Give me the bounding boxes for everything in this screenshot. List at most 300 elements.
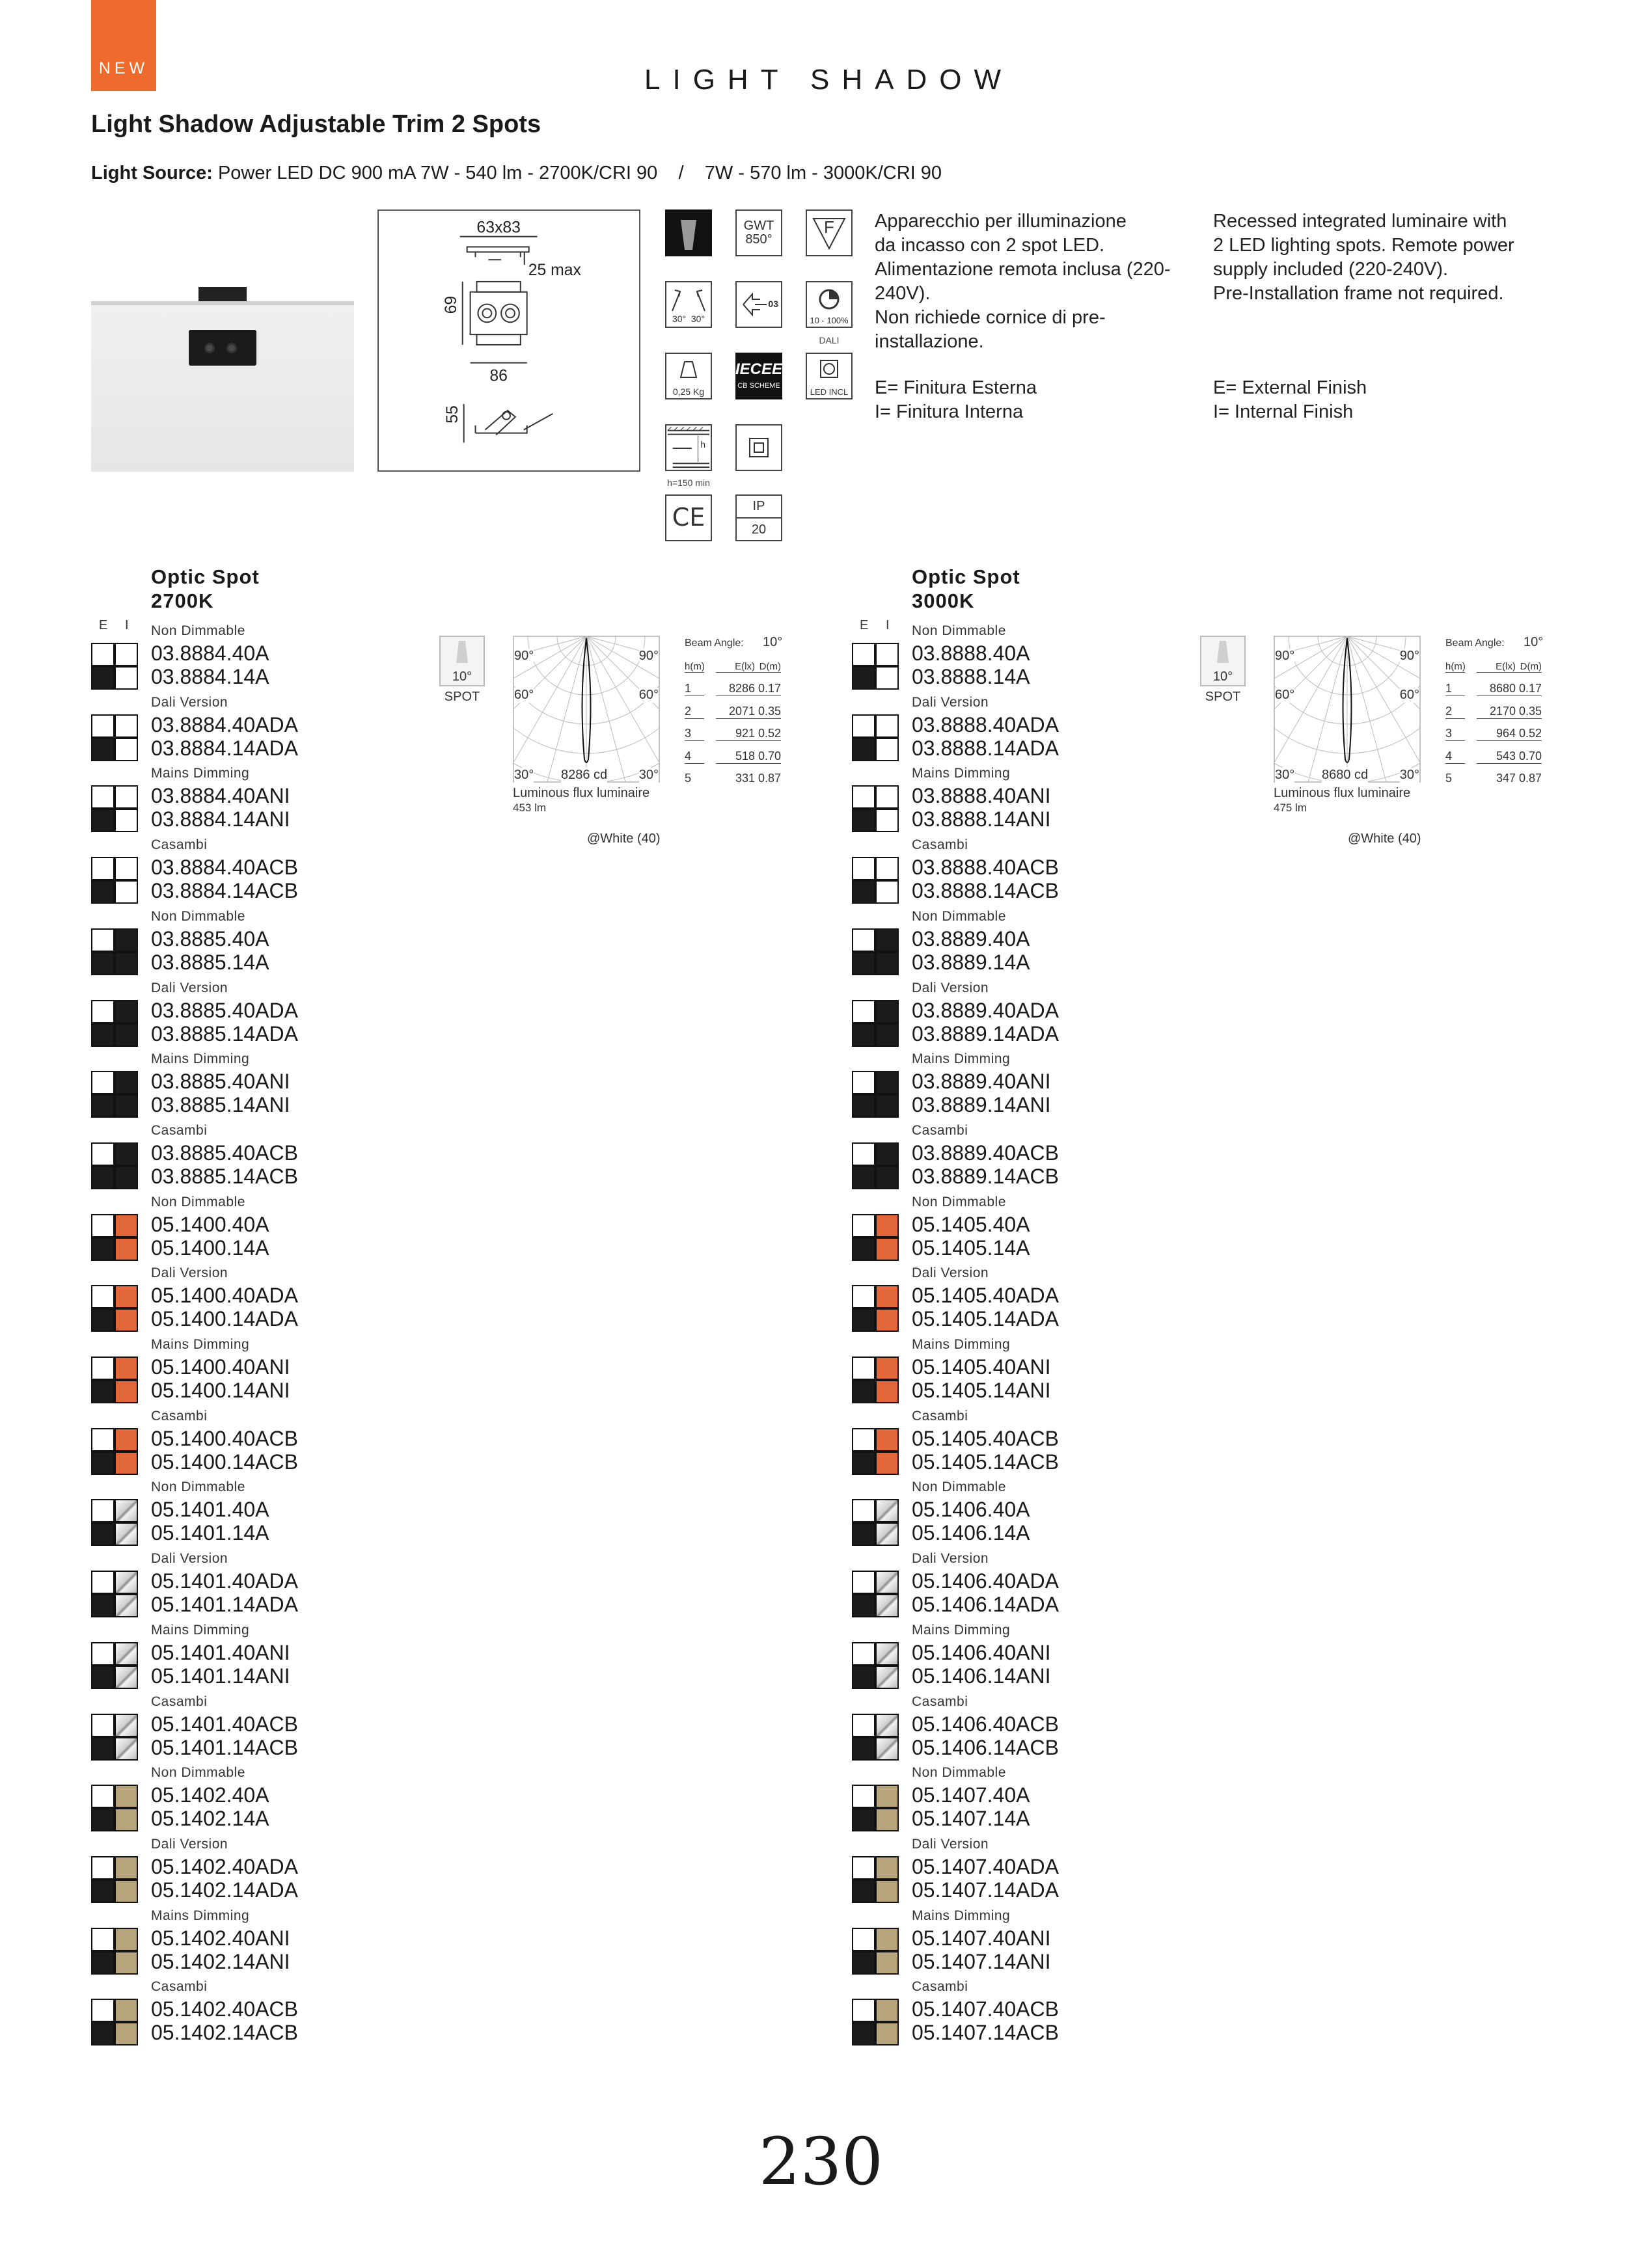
- interior-finish-swatch: [875, 1499, 899, 1522]
- interior-finish-swatch: [875, 857, 899, 880]
- beam-table-header: D(m): [750, 661, 781, 673]
- finish-group-label: Dali Version: [151, 1265, 228, 1281]
- exterior-finish-swatch: [852, 1357, 875, 1380]
- finish-group-label: Non Dimmable: [912, 1194, 1006, 1209]
- optic-title-line: Optic Spot: [912, 565, 1020, 588]
- product-code: 05.1407.40ADA: [912, 1854, 1059, 1878]
- flux-value: 453 lm: [513, 802, 547, 814]
- beam-table-cell: 543: [1477, 749, 1516, 764]
- exterior-finish-swatch: [852, 952, 875, 975]
- product-code: 03.8889.14ADA: [912, 1021, 1059, 1046]
- product-code: 03.8888.40A: [912, 641, 1030, 665]
- exterior-finish-swatch: [852, 1023, 875, 1047]
- exterior-finish-swatch: [91, 1880, 115, 1903]
- interior-finish-swatch: [115, 1522, 138, 1546]
- finish-group-label: Non Dimmable: [912, 623, 1006, 638]
- beam-table-header: E(lx): [716, 661, 755, 673]
- beam-table-cell: 2: [685, 705, 704, 719]
- white-reference: @White (40): [587, 831, 661, 846]
- gwt-temp: 850°: [745, 232, 772, 247]
- f-mark-label: F: [824, 217, 834, 237]
- exterior-finish-swatch: [852, 1571, 875, 1594]
- finish-group-label: Casambi: [912, 1694, 968, 1709]
- interior-finish-swatch: [115, 1808, 138, 1831]
- finish-en-line: I= Internal Finish: [1213, 401, 1354, 422]
- product-code: 03.8884.14ANI: [151, 807, 290, 831]
- product-code: 05.1402.14ADA: [151, 1878, 298, 1902]
- interior-finish-swatch: [115, 1785, 138, 1808]
- finish-group-label: Dali Version: [151, 980, 228, 995]
- beam-table-cell: 3: [685, 727, 704, 741]
- product-code: 05.1405.40ANI: [912, 1355, 1051, 1379]
- product-code: 05.1407.14ADA: [912, 1878, 1059, 1902]
- polar-grid: [513, 636, 660, 783]
- exterior-finish-swatch: [91, 643, 115, 666]
- beam-table-cell: 0.35: [1511, 705, 1542, 719]
- product-code: 05.1401.40A: [151, 1498, 269, 1522]
- beam-table-cell: 0.17: [750, 682, 781, 696]
- exterior-finish-swatch: [852, 1785, 875, 1808]
- exterior-finish-swatch: [91, 738, 115, 761]
- interior-finish-swatch: [875, 1594, 899, 1617]
- interior-finish-swatch: [875, 1999, 899, 2022]
- finish-group-label: Casambi: [151, 1122, 208, 1138]
- interior-finish-swatch: [875, 643, 899, 666]
- exterior-finish-swatch: [91, 1571, 115, 1594]
- exterior-finish-swatch: [91, 1785, 115, 1808]
- interior-finish-swatch: [115, 1714, 138, 1737]
- exterior-finish-swatch: [852, 1380, 875, 1403]
- interior-finish-swatch: [875, 1737, 899, 1761]
- interior-finish-swatch: [875, 1094, 899, 1118]
- product-code: 05.1400.40ADA: [151, 1284, 298, 1308]
- exterior-finish-swatch: [91, 1856, 115, 1880]
- finish-group-label: Non Dimmable: [912, 1765, 1006, 1781]
- finish-group-label: Dali Version: [912, 1265, 989, 1281]
- finish-group-label: Mains Dimming: [912, 1622, 1011, 1638]
- interior-finish-swatch: [115, 1308, 138, 1332]
- interior-finish-swatch: [115, 1357, 138, 1380]
- energy-label: 03: [768, 299, 778, 309]
- product-code: 05.1405.14ADA: [912, 1307, 1059, 1331]
- beam-table-cell: 5: [685, 772, 692, 785]
- product-code: 03.8885.40ACB: [151, 1141, 298, 1165]
- exterior-finish-swatch: [852, 1737, 875, 1761]
- interior-finish-swatch: [115, 857, 138, 880]
- exterior-finish-swatch: [91, 1000, 115, 1023]
- interior-finish-swatch: [875, 1856, 899, 1880]
- interior-finish-swatch: [115, 1666, 138, 1689]
- desc-it-line: Non richiede cornice di pre-: [875, 307, 1106, 328]
- finish-group-label: Non Dimmable: [912, 1479, 1006, 1495]
- ei-header-e: E: [860, 618, 869, 632]
- interior-finish-swatch: [875, 1071, 899, 1094]
- beam-table-header: E(lx): [1477, 661, 1516, 673]
- interior-finish-swatch: [875, 666, 899, 690]
- beam-table-cell: 2071: [716, 705, 755, 719]
- exterior-finish-swatch: [91, 1237, 115, 1261]
- product-code: 05.1406.14ADA: [912, 1593, 1059, 1617]
- ei-header-i: I: [125, 618, 129, 632]
- optic-title: [151, 565, 260, 613]
- beam-table-cell: 0.70: [1511, 749, 1542, 764]
- interior-finish-swatch: [115, 1737, 138, 1761]
- interior-finish-swatch: [875, 1428, 899, 1451]
- interior-finish-swatch: [115, 1571, 138, 1594]
- product-code: 03.8885.14ACB: [151, 1164, 298, 1188]
- interior-finish-swatch: [115, 1880, 138, 1903]
- product-code: 03.8889.40ADA: [912, 998, 1059, 1022]
- product-code: 05.1406.40ADA: [912, 1569, 1059, 1593]
- interior-finish-swatch: [875, 1023, 899, 1047]
- page-number: 230: [759, 2124, 883, 2200]
- finish-group-label: Mains Dimming: [151, 1622, 250, 1638]
- beam-table-cell: 4: [1445, 749, 1465, 764]
- interior-finish-swatch: [115, 1928, 138, 1951]
- interior-finish-swatch: [875, 1666, 899, 1689]
- spot-optic-icon: [439, 636, 485, 686]
- product-code: 05.1400.40ACB: [151, 1426, 298, 1450]
- beam-table-cell: 1: [1445, 682, 1465, 696]
- beam-table-cell: 1: [685, 682, 704, 696]
- iecee-sub: CB SCHEME: [737, 382, 780, 390]
- interior-finish-swatch: [115, 1499, 138, 1522]
- interior-finish-swatch: [115, 1000, 138, 1023]
- finish-group-label: Mains Dimming: [151, 1051, 250, 1067]
- beam-table-cell: 8286: [716, 682, 755, 696]
- beam-table-cell: 964: [1477, 727, 1516, 741]
- interior-finish-swatch: [115, 809, 138, 832]
- product-code: 05.1405.14ACB: [912, 1450, 1059, 1474]
- exterior-finish-swatch: [852, 1071, 875, 1094]
- product-code: 05.1406.40ANI: [912, 1640, 1051, 1664]
- beam-table-cell: 921: [716, 727, 755, 741]
- interior-finish-swatch: [115, 1142, 138, 1166]
- product-code: 05.1402.40A: [151, 1783, 269, 1807]
- spot-label: SPOT: [444, 690, 480, 704]
- finish-group-label: Mains Dimming: [151, 1337, 250, 1352]
- product-code: 03.8885.14A: [151, 950, 269, 974]
- beam-table-cell: 331: [735, 772, 755, 785]
- exterior-finish-swatch: [852, 880, 875, 904]
- product-code: 05.1400.14ADA: [151, 1307, 298, 1331]
- exterior-finish-swatch: [91, 2022, 115, 2045]
- polar-caption: 8680 cd: [1322, 768, 1369, 782]
- interior-finish-swatch: [875, 1951, 899, 1975]
- product-code: 03.8889.40ACB: [912, 1141, 1059, 1165]
- install-min-label: h=150 min: [667, 478, 710, 488]
- product-code: 05.1401.40ACB: [151, 1712, 298, 1736]
- interior-finish-swatch: [875, 1285, 899, 1308]
- beam-table-cell: 8680: [1477, 682, 1516, 696]
- beam-table-cell: 4: [685, 749, 704, 764]
- interior-finish-swatch: [875, 1237, 899, 1261]
- exterior-finish-swatch: [852, 666, 875, 690]
- product-code: 03.8884.14ADA: [151, 736, 298, 760]
- interior-finish-swatch: [875, 1357, 899, 1380]
- interior-finish-swatch: [875, 928, 899, 952]
- desc-en-line: Pre-Installation frame not required.: [1213, 283, 1504, 304]
- exterior-finish-swatch: [91, 1166, 115, 1189]
- exterior-finish-swatch: [91, 1737, 115, 1761]
- exterior-finish-swatch: [91, 880, 115, 904]
- exterior-finish-swatch: [852, 1951, 875, 1975]
- desc-it-line: Alimentazione remota inclusa (220-: [875, 259, 1171, 280]
- product-code: 03.8885.40ADA: [151, 998, 298, 1022]
- finish-group-label: Non Dimmable: [151, 1479, 245, 1495]
- interior-finish-swatch: [115, 1071, 138, 1094]
- polar-caption: 60°: [1399, 688, 1419, 702]
- spot-cone-icon: [1201, 637, 1244, 666]
- beam-table-header: h(m): [685, 661, 705, 672]
- product-code: 05.1402.40ADA: [151, 1854, 298, 1878]
- product-code: 03.8889.14A: [912, 950, 1030, 974]
- optic-section-2700k: [91, 0, 807, 2082]
- exterior-finish-swatch: [852, 2022, 875, 2045]
- product-code: 03.8888.40ACB: [912, 856, 1059, 880]
- interior-finish-swatch: [115, 928, 138, 952]
- interior-finish-swatch: [115, 1451, 138, 1475]
- interior-finish-swatch: [115, 1285, 138, 1308]
- product-code: 05.1401.14ADA: [151, 1593, 298, 1617]
- ei-header-i: I: [886, 618, 890, 632]
- install-h-label: h: [700, 439, 705, 450]
- exterior-finish-swatch: [852, 1428, 875, 1451]
- interior-finish-swatch: [115, 1999, 138, 2022]
- interior-finish-swatch: [115, 1237, 138, 1261]
- beam-table-cell: 347: [1496, 772, 1516, 785]
- interior-finish-swatch: [875, 1928, 899, 1951]
- interior-finish-swatch: [115, 2022, 138, 2045]
- beam-table-cell: 0.52: [750, 727, 781, 741]
- exterior-finish-swatch: [91, 1451, 115, 1475]
- dim-top-width: 63x83: [476, 219, 521, 237]
- interior-finish-swatch: [875, 1451, 899, 1475]
- polar-caption: 60°: [1275, 688, 1295, 702]
- finish-group-label: Dali Version: [912, 980, 989, 995]
- interior-finish-swatch: [115, 1380, 138, 1403]
- white-reference: @White (40): [1348, 831, 1421, 846]
- product-code: 03.8885.14ANI: [151, 1093, 290, 1117]
- product-code: 05.1401.40ADA: [151, 1569, 298, 1593]
- product-code: 03.8884.14ACB: [151, 879, 298, 903]
- weight-label: 0,25 Kg: [672, 386, 705, 398]
- optic-title-line: 2700K: [151, 589, 214, 612]
- product-code: 05.1400.40ANI: [151, 1355, 290, 1379]
- optic-title-line: Optic Spot: [151, 565, 260, 588]
- exterior-finish-swatch: [852, 1237, 875, 1261]
- optic-title-line: 3000K: [912, 589, 975, 612]
- exterior-finish-swatch: [91, 1380, 115, 1403]
- exterior-finish-swatch: [852, 1856, 875, 1880]
- polar-caption: 8286 cd: [561, 768, 608, 782]
- product-code: 03.8888.14ADA: [912, 736, 1059, 760]
- dim-max-height: 25 max: [528, 262, 581, 280]
- spot-angle: 10°: [452, 669, 472, 684]
- beam-angle-label: Beam Angle:: [1445, 638, 1505, 649]
- interior-finish-swatch: [875, 1522, 899, 1546]
- gwt-label: GWT: [743, 219, 774, 233]
- product-code: 05.1406.14A: [912, 1521, 1030, 1545]
- product-code: 03.8885.14ADA: [151, 1021, 298, 1046]
- exterior-finish-swatch: [852, 1142, 875, 1166]
- exterior-finish-swatch: [852, 809, 875, 832]
- finish-group-label: Non Dimmable: [151, 1194, 245, 1209]
- exterior-finish-swatch: [91, 952, 115, 975]
- finish-en-line: E= External Finish: [1213, 377, 1367, 398]
- product-code: 03.8889.14ANI: [912, 1093, 1051, 1117]
- product-code: 03.8884.40ANI: [151, 784, 290, 808]
- desc-it-line: 240V).: [875, 283, 931, 304]
- product-code: 05.1400.14ACB: [151, 1450, 298, 1474]
- finish-group-label: Casambi: [151, 1408, 208, 1424]
- interior-finish-swatch: [875, 952, 899, 975]
- interior-finish-swatch: [115, 643, 138, 666]
- optic-title: [912, 565, 1020, 613]
- finish-group-label: Casambi: [912, 837, 968, 853]
- finish-group-label: Mains Dimming: [912, 1908, 1011, 1923]
- dimming-label: 10 - 100%: [810, 316, 849, 326]
- polar-caption: 30°: [1275, 768, 1295, 782]
- product-code: 05.1401.14ANI: [151, 1664, 290, 1688]
- finish-group-label: Mains Dimming: [912, 766, 1011, 781]
- polar-caption: 90°: [1399, 649, 1419, 663]
- product-code: 05.1407.14ACB: [912, 2021, 1059, 2045]
- iecee-label: IECEE: [735, 360, 783, 378]
- beam-angle-label: Beam Angle:: [685, 638, 744, 649]
- exterior-finish-swatch: [91, 1666, 115, 1689]
- exterior-finish-swatch: [91, 714, 115, 738]
- exterior-finish-swatch: [852, 1880, 875, 1903]
- exterior-finish-swatch: [91, 809, 115, 832]
- flux-label: Luminous flux luminaire: [1274, 786, 1411, 800]
- product-code: 03.8888.14ANI: [912, 807, 1051, 831]
- finish-group-label: Non Dimmable: [151, 1765, 245, 1781]
- polar-caption: 90°: [514, 649, 534, 663]
- product-code: 05.1407.40A: [912, 1783, 1030, 1807]
- led-incl-icon: [806, 353, 853, 399]
- interior-finish-swatch: [115, 880, 138, 904]
- finish-group-label: Dali Version: [151, 1836, 228, 1852]
- desc-en-line: supply included (220-240V).: [1213, 259, 1449, 280]
- exterior-finish-swatch: [852, 714, 875, 738]
- finish-group-label: Dali Version: [912, 1836, 989, 1852]
- exterior-finish-swatch: [91, 1094, 115, 1118]
- polar-grid: [1274, 636, 1421, 783]
- dali-label: DALI: [819, 335, 840, 345]
- finish-group-label: Casambi: [912, 1408, 968, 1424]
- interior-finish-swatch: [875, 1714, 899, 1737]
- product-code: 03.8885.40A: [151, 926, 269, 951]
- interior-finish-swatch: [875, 1785, 899, 1808]
- finish-group-label: Casambi: [151, 1694, 208, 1709]
- interior-finish-swatch: [875, 1308, 899, 1332]
- exterior-finish-swatch: [852, 1451, 875, 1475]
- product-code: 05.1407.14ANI: [912, 1949, 1051, 1973]
- exterior-finish-swatch: [852, 1000, 875, 1023]
- product-code: 05.1402.14A: [151, 1807, 269, 1831]
- exterior-finish-swatch: [91, 1428, 115, 1451]
- interior-finish-swatch: [875, 2022, 899, 2045]
- product-code: 05.1401.14ACB: [151, 1735, 298, 1759]
- product-code: 03.8888.14ACB: [912, 879, 1059, 903]
- exterior-finish-swatch: [852, 1214, 875, 1237]
- desc-en-line: Recessed integrated luminaire with: [1213, 211, 1507, 232]
- spot-optic-icon: [1200, 636, 1246, 686]
- interior-finish-swatch: [115, 666, 138, 690]
- exterior-finish-swatch: [91, 1999, 115, 2022]
- product-code: 05.1400.40A: [151, 1212, 269, 1236]
- finish-it-line: E= Finitura Esterna: [875, 377, 1037, 398]
- beam-table-cell: 518: [716, 749, 755, 764]
- product-code: 05.1406.40A: [912, 1498, 1030, 1522]
- beam-table-cell: 0.87: [758, 772, 781, 785]
- interior-finish-swatch: [875, 785, 899, 809]
- product-code: 05.1401.40ANI: [151, 1640, 290, 1664]
- beam-table-cell: 5: [1445, 772, 1453, 785]
- exterior-finish-swatch: [852, 1522, 875, 1546]
- interior-finish-swatch: [875, 809, 899, 832]
- polar-caption: 90°: [1275, 649, 1295, 663]
- new-badge-label: NEW: [98, 59, 149, 77]
- polar-caption: 30°: [638, 768, 659, 782]
- product-code: 03.8884.40A: [151, 641, 269, 665]
- interior-finish-swatch: [115, 1951, 138, 1975]
- product-code: 03.8888.14A: [912, 665, 1030, 688]
- desc-it-line: installazione.: [875, 331, 984, 352]
- exterior-finish-swatch: [91, 666, 115, 690]
- interior-finish-swatch: [115, 714, 138, 738]
- interior-finish-swatch: [875, 714, 899, 738]
- finish-group-label: Non Dimmable: [151, 908, 245, 924]
- finish-group-label: Dali Version: [912, 694, 989, 710]
- exterior-finish-swatch: [91, 785, 115, 809]
- product-code: 05.1406.14ANI: [912, 1664, 1051, 1688]
- finish-group-label: Casambi: [151, 1979, 208, 1995]
- exterior-finish-swatch: [91, 1642, 115, 1666]
- product-code: 05.1406.40ACB: [912, 1712, 1059, 1736]
- exterior-finish-swatch: [852, 1166, 875, 1189]
- product-code: 03.8889.40A: [912, 926, 1030, 951]
- product-code: 05.1402.14ACB: [151, 2021, 298, 2045]
- f-mark-icon: [806, 209, 853, 256]
- interior-finish-swatch: [875, 1000, 899, 1023]
- product-code: 05.1405.40ACB: [912, 1426, 1059, 1450]
- beam-table-header: D(m): [1511, 661, 1542, 673]
- exterior-finish-swatch: [91, 1808, 115, 1831]
- beam-table-cell: 2170: [1477, 705, 1516, 719]
- flux-label: Luminous flux luminaire: [513, 786, 650, 800]
- finish-group-label: Casambi: [912, 1979, 968, 1995]
- product-code: 05.1400.14ANI: [151, 1379, 290, 1402]
- product-code: 03.8889.14ACB: [912, 1164, 1059, 1188]
- product-code: 05.1400.14A: [151, 1235, 269, 1260]
- interior-finish-swatch: [875, 1880, 899, 1903]
- exterior-finish-swatch: [852, 1594, 875, 1617]
- interior-finish-swatch: [115, 1428, 138, 1451]
- beam-table-cell: 0.70: [750, 749, 781, 764]
- beam-table-cell: 0.17: [1511, 682, 1542, 696]
- exterior-finish-swatch: [852, 1094, 875, 1118]
- finish-group-label: Casambi: [912, 1122, 968, 1138]
- interior-finish-swatch: [115, 1166, 138, 1189]
- beam-table-header: h(m): [1445, 661, 1466, 672]
- polar-caption: 90°: [638, 649, 659, 663]
- finish-group-label: Non Dimmable: [151, 623, 245, 638]
- finish-group-label: Mains Dimming: [151, 1908, 250, 1923]
- exterior-finish-swatch: [91, 1142, 115, 1166]
- finish-group-label: Mains Dimming: [912, 1051, 1011, 1067]
